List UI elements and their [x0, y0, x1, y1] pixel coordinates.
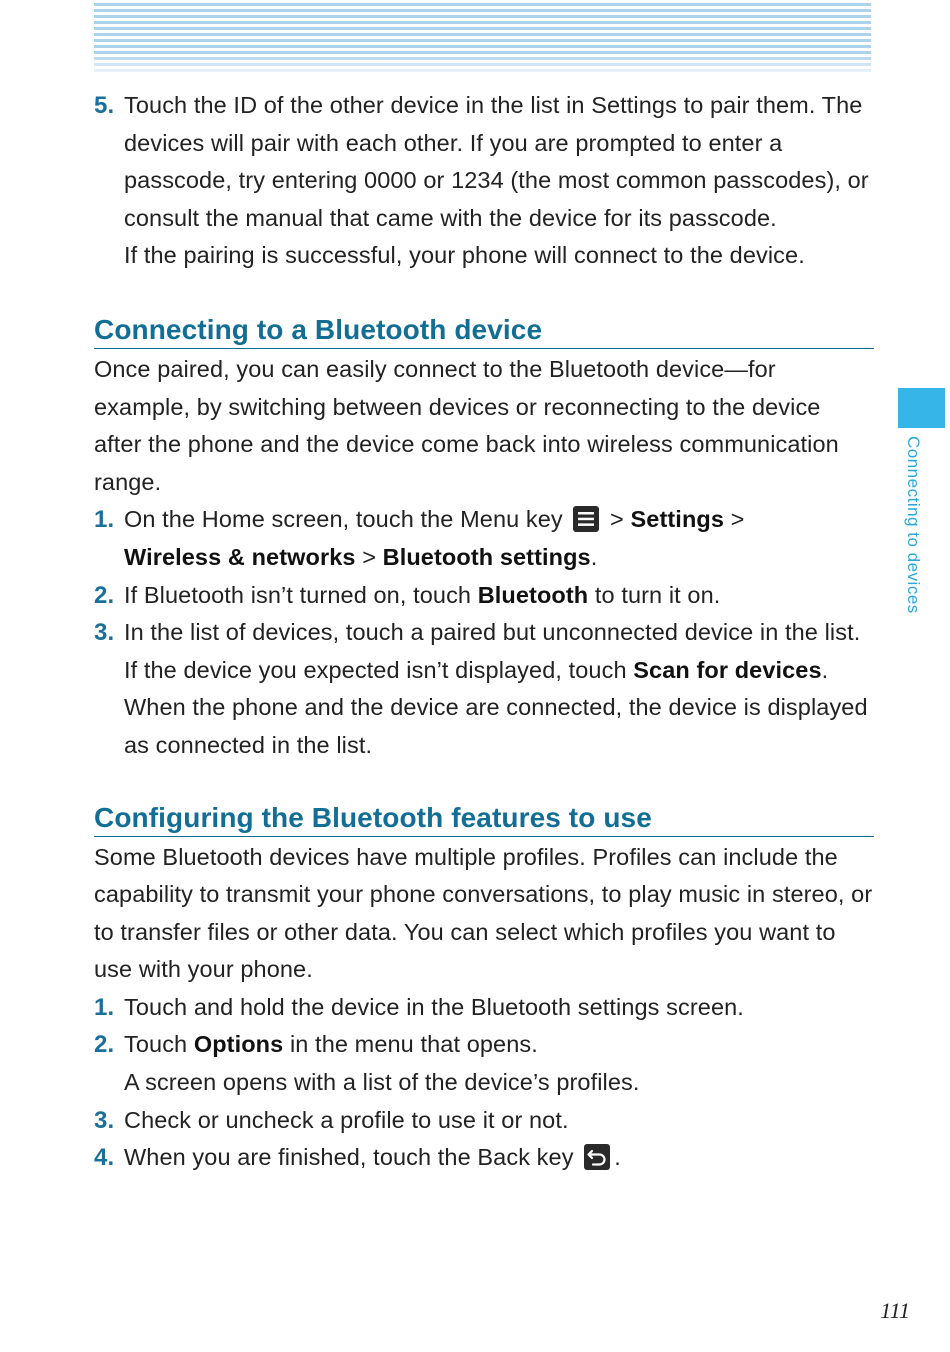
step-4: 4. When you are finished, touch the Back key . [94, 1139, 874, 1177]
step-3: 3. Check or uncheck a profile to use it or not. [94, 1102, 874, 1140]
header-band [94, 3, 871, 75]
bluetooth-settings-label: Bluetooth settings [382, 543, 591, 570]
wireless-networks-label: Wireless & networks [124, 543, 356, 570]
step-note: When the phone and the device are connected, the device is displayed as connected in the list. [124, 694, 868, 758]
step-note: If the pairing is successful, your phone will connect to the device. [124, 242, 805, 269]
step-number: 2. [94, 581, 115, 609]
section-intro: Some Bluetooth devices have multiple profiles. Profiles can include the capability to transmit your phone conversations, to play music in stereo, or to transfer files or other data. You can select which profiles you want to use with your phone. [94, 843, 873, 983]
step-note: If the device you expected isn’t displayed, touch Scan for devices. [124, 656, 829, 683]
step-2: 2. If Bluetooth isn’t turned on, touch Bluetooth to turn it on. [94, 577, 874, 615]
step-2: 2. Touch Options in the menu that opens. A screen opens with a list of the device’s profiles. [94, 1026, 874, 1101]
step-number: 1. [94, 506, 115, 534]
step-number: 2. [94, 1031, 115, 1059]
chapter-side-label: Connecting to devices [904, 436, 923, 614]
back-key-icon [584, 1144, 610, 1170]
step-number: 3. [94, 619, 115, 647]
step-5 [94, 87, 874, 275]
step-number: 3. [94, 1106, 115, 1134]
menu-key-icon [573, 506, 599, 532]
section-heading-configuring: Configuring the Bluetooth features to use [94, 801, 874, 837]
section-intro: Once paired, you can easily connect to the Bluetooth device—for example, by switching between devices or reconnecting to the device after the phone and the device come back into wireless communication range. [94, 355, 839, 495]
step-number: 4. [94, 1144, 115, 1172]
step-1: 1. Touch and hold the device in the Bluetooth settings screen. [94, 989, 874, 1027]
step-note: A screen opens with a list of the device’s profiles. [124, 1069, 640, 1096]
step-text: Touch the ID of the other device in the list in Settings to pair them. The devices will pair with each other. If you are prompted to enter a passcode, try entering 0000 or 1234 (the most common passcodes), or consult the manual that came with the device for its passcode. [124, 92, 869, 231]
page-number: 111 [880, 1298, 910, 1323]
chapter-tab [898, 388, 945, 428]
step-1: 1. On the Home screen, touch the Menu key > Settings > Wireless & networks > Bluetooth settings. [94, 501, 874, 576]
bluetooth-label: Bluetooth [477, 581, 589, 608]
scan-for-devices-label: Scan for devices [633, 656, 822, 683]
options-label: Options [193, 1031, 284, 1058]
step-number: 5. [94, 92, 115, 119]
section-heading-connecting: Connecting to a Bluetooth device [94, 313, 874, 349]
settings-label: Settings [630, 506, 725, 533]
page-content [94, 87, 874, 1177]
step-number: 1. [94, 993, 115, 1021]
step-3: 3. In the list of devices, touch a paired but unconnected device in the list. If the device you expected isn’t displayed, touch Scan for devices. When the phone and the device are connected, the device is displayed as connected in the list. [94, 614, 874, 764]
